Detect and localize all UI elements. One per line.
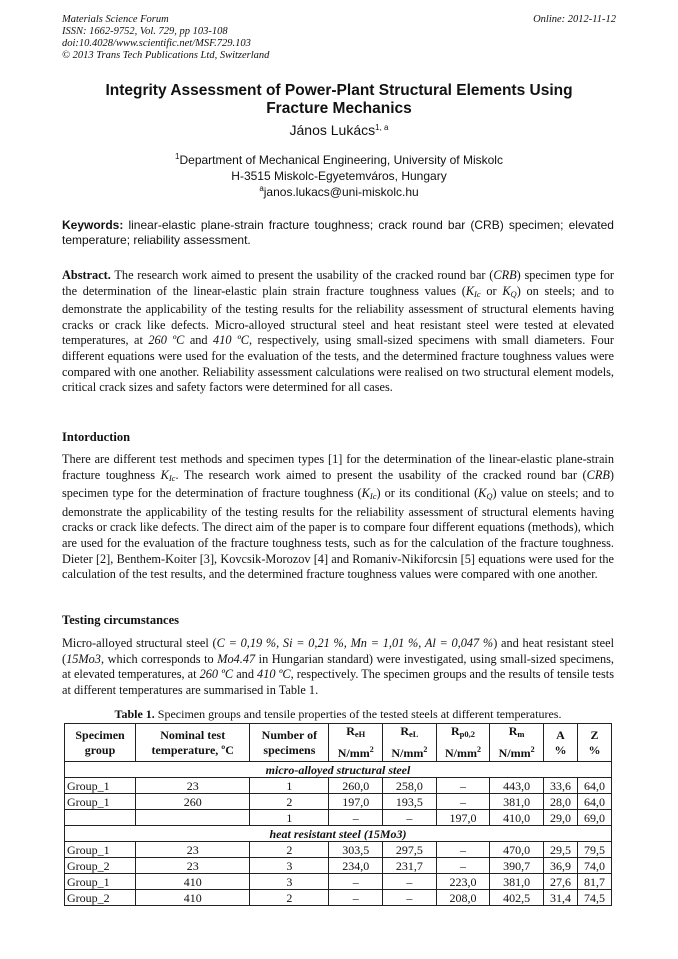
table-cell: 64,0 — [577, 794, 611, 810]
table-cell: 74,5 — [577, 890, 611, 906]
table-cell: 29,0 — [543, 810, 577, 826]
col-temp-header: Nominal test temperature, ºC — [136, 724, 250, 762]
table-cell: 33,6 — [543, 778, 577, 794]
testing-temp: 410 ºC — [257, 667, 291, 682]
online-date: Online: 2012-11-12 — [533, 14, 616, 25]
table-cell: 29,5 — [543, 842, 577, 858]
intro-text: ) or its conditional ( — [376, 486, 479, 501]
table-cell: 260 — [136, 794, 250, 810]
table-cell: 258,0 — [383, 778, 437, 794]
abstract-temp: 260 ºC — [148, 333, 185, 348]
table-row — [65, 858, 612, 874]
table-cell: 64,0 — [577, 778, 611, 794]
intro-k: K — [160, 467, 169, 482]
email-line — [62, 184, 616, 199]
table-cell: 197,0 — [329, 794, 383, 810]
testing-text: ) and heat resistant steel ( — [62, 636, 614, 666]
table-row — [65, 842, 612, 858]
intro-k: K — [361, 486, 370, 501]
table-cell: – — [329, 810, 383, 826]
abstract-k: K — [502, 283, 511, 298]
testing-text: in Hungarian standard) were investigated, using small-sized specimens, at elevated temperatures, at — [62, 651, 614, 682]
table-cell: 234,0 — [329, 858, 383, 874]
table-cell: 197,0 — [436, 810, 490, 826]
affiliation-mark: 1 — [175, 152, 180, 161]
section-heat-resistant: heat resistant steel (15Mo3) — [65, 826, 612, 842]
journal-name: Materials Science Forum — [62, 14, 169, 25]
table-cell: 231,7 — [383, 858, 437, 874]
abstract-text: or — [480, 283, 503, 298]
table-cell: 23 — [136, 858, 250, 874]
table-cell: 28,0 — [543, 794, 577, 810]
section-micro-alloyed: micro-alloyed structural steel — [65, 762, 612, 778]
testing-equiv: Mo4.47 — [217, 651, 256, 666]
paper-title — [62, 82, 616, 118]
issn-line: ISSN: 1662-9752, Vol. 729, pp 103-108 — [62, 26, 228, 37]
table-cell: 193,5 — [383, 794, 437, 810]
abstract-k: K — [465, 283, 475, 298]
testing-body — [62, 636, 614, 698]
author-line — [62, 122, 616, 138]
table-cell: 79,5 — [577, 842, 611, 858]
table-cell: – — [436, 794, 490, 810]
intro-k-sub: Q — [486, 491, 493, 502]
table-cell: 470,0 — [490, 842, 544, 858]
abstract-text: The research work aimed to present the usability of the cracked round bar ( — [114, 268, 494, 282]
table-cell: 410 — [136, 890, 250, 906]
col-rm-header: $R_m$ $N/mm^2$ — [490, 724, 544, 762]
title-line-2: Fracture Mechanics — [266, 100, 412, 117]
table-row — [65, 794, 612, 810]
table-cell: 402,5 — [490, 890, 544, 906]
table-cell: Group_2 — [65, 890, 136, 906]
table-cell: – — [436, 858, 490, 874]
table-row — [65, 874, 612, 890]
abstract-text: ) on steels; and to demonstrate the applicability of the testing results for the reliability assessment of structural elements having cracks or crack like defects. Micro-alloyed structural steel and heat resistant steel were tested at elevated temperatures, at — [62, 283, 615, 348]
col-a-header: A % — [543, 724, 577, 762]
table-cell: – — [329, 890, 383, 906]
intro-text: . The research work aimed to present the usability of the cracked round bar ( — [175, 467, 587, 482]
abstract-k-sub: Q — [510, 288, 517, 299]
keywords — [62, 218, 614, 248]
table-row — [65, 778, 612, 794]
col-num-header: Number of specimens — [250, 724, 329, 762]
keywords-label: Keywords: — [62, 218, 124, 232]
table-cell: 27,6 — [543, 874, 577, 890]
table-header-row — [65, 724, 612, 762]
table-cell: 23 — [136, 842, 250, 858]
abstract-temp: 410 ºC — [213, 333, 249, 348]
table-caption-text: Specimen groups and tensile properties of the tested steels at different temperatures. — [157, 707, 562, 721]
email-mark: a — [259, 184, 264, 193]
testing-composition: C = 0,19 %, Si = 0,21 %, Mn = 1,01 %, Al = 0,047 % — [216, 636, 494, 650]
journal-header — [62, 14, 616, 62]
affiliation — [62, 149, 616, 184]
table-cell — [65, 810, 136, 826]
table-section-row — [65, 762, 612, 778]
table-cell: 303,5 — [329, 842, 383, 858]
table-cell: – — [436, 778, 490, 794]
col-rp-header: $R_{p0,2}$ $N/mm^2$ — [436, 724, 490, 762]
table-row — [65, 890, 612, 906]
abstract-k-sub: Ic — [474, 288, 481, 299]
title-line-1: Integrity Assessment of Power-Plant Structural Elements Using — [105, 82, 573, 99]
table-cell: 36,9 — [543, 858, 577, 874]
table-cell: – — [436, 842, 490, 858]
table-cell: – — [383, 810, 437, 826]
table-cell: 390,7 — [490, 858, 544, 874]
author-mark: 1, a — [375, 123, 389, 132]
author-email: janos.lukacs@uni-miskolc.hu — [263, 185, 419, 199]
table-cell: 208,0 — [436, 890, 490, 906]
table-cell — [136, 810, 250, 826]
abstract-crb: CRB — [493, 268, 517, 282]
table-cell: Group_1 — [65, 778, 136, 794]
intro-text: There are different test methods and specimen types [1] for the determination of the linear-elastic plane-strain fracture toughness — [62, 452, 614, 482]
intro-crb: CRB — [586, 467, 610, 482]
table-cell: 31,4 — [543, 890, 577, 906]
table-cell: – — [383, 874, 437, 890]
introduction-heading: Intorduction — [62, 430, 131, 444]
table-row — [65, 810, 612, 826]
affiliation-line-1: Department of Mechanical Engineering, University of Miskolc — [179, 153, 503, 167]
col-z-header: Z % — [577, 724, 611, 762]
table-cell: 381,0 — [490, 794, 544, 810]
col-group-header: Specimen group — [65, 724, 136, 762]
testing-text: Micro-alloyed structural steel ( — [62, 636, 217, 650]
table-cell: 3 — [250, 874, 329, 890]
table-cell: – — [383, 890, 437, 906]
testing-text: and — [233, 667, 258, 682]
testing-steel: 15Mo3 — [66, 651, 101, 666]
abstract-text: ) specimen type for the determination of the linear-elastic plain strain fracture toughness values ( — [62, 268, 614, 298]
abstract-text: , respectively, using small-sized specimens with small diameters. Four different equations were used for the evaluation of the tests, and the determined fracture toughness values were compared with one another. Reliability assessment calculations were realised on two structural element models, critical crack sizes and safety factors were determined for all cases. — [62, 333, 614, 395]
table-cell: 410,0 — [490, 810, 544, 826]
abstract-text: and — [184, 333, 214, 348]
abstract — [62, 268, 614, 396]
col-reh-header: $R_{eH}$ $N/mm^2$ — [329, 724, 383, 762]
table-caption-label: Table 1. — [114, 707, 155, 721]
table-caption — [62, 707, 614, 722]
table-cell: 443,0 — [490, 778, 544, 794]
table-cell: – — [329, 874, 383, 890]
table-cell: Group_1 — [65, 794, 136, 810]
table-cell: 74,0 — [577, 858, 611, 874]
author-name: János Lukács — [289, 122, 376, 138]
testing-text: , respectively. The specimen groups and the results of tensile tests at different temperatures are summarised in Table 1. — [62, 667, 614, 697]
table-cell: 1 — [250, 778, 329, 794]
col-rel-header: $R_{eL}$ $N/mm^2$ — [383, 724, 437, 762]
table-cell: 69,0 — [577, 810, 611, 826]
doi-line: doi:10.4028/www.scientific.net/MSF.729.103 — [62, 38, 251, 49]
table-cell: Group_1 — [65, 874, 136, 890]
table-cell: 81,7 — [577, 874, 611, 890]
testing-text: , which corresponds to — [100, 651, 218, 666]
table-cell: 2 — [250, 842, 329, 858]
table-cell: 23 — [136, 778, 250, 794]
testing-heading: Testing circumstances — [62, 613, 180, 627]
introduction-body — [62, 452, 614, 583]
table-cell: 2 — [250, 794, 329, 810]
table-cell: 381,0 — [490, 874, 544, 890]
intro-k-sub: Ic — [168, 472, 176, 483]
affiliation-line-2: H-3515 Miskolc-Egyetemváros, Hungary — [231, 169, 447, 183]
table-cell: 410 — [136, 874, 250, 890]
keywords-text: linear-elastic plane-strain fracture toughness; crack round bar (CRB) specimen; elevated temperature; reliability assessment. — [62, 218, 614, 247]
intro-text: ) value on steels; and to demonstrate the applicability of the testing results for the reliability assessment of structural elements having cracks or crack like defects. The direct aim of the paper is to compare four different equations (methods), which are used for the evaluation of the fracture toughness tests, such as for the calculation of the fracture toughness. Dieter [2], Benthem-Koiter [3], Kovcsik-Morozov [4] and Romaniv-Nikiforcsin [5] equations were used for the calculation of the test results, and the determined fracture toughness values were compared with one another. — [62, 486, 614, 582]
intro-k: K — [478, 486, 487, 501]
table-cell: Group_1 — [65, 842, 136, 858]
table-cell: 2 — [250, 890, 329, 906]
table-cell: Group_2 — [65, 858, 136, 874]
intro-text: ) specimen type for the determination of fracture toughness ( — [62, 467, 614, 501]
table-section-row — [65, 826, 612, 842]
tensile-table — [64, 723, 612, 906]
table-cell: 223,0 — [436, 874, 490, 890]
intro-k-sub: Ic — [369, 491, 377, 502]
testing-temp: 260 ºC — [199, 667, 234, 682]
table-cell: 260,0 — [329, 778, 383, 794]
table-cell: 1 — [250, 810, 329, 826]
copyright-line: © 2013 Trans Tech Publications Ltd, Switzerland — [62, 50, 270, 61]
table-cell: 3 — [250, 858, 329, 874]
abstract-label: Abstract. — [62, 268, 111, 282]
table-cell: 297,5 — [383, 842, 437, 858]
